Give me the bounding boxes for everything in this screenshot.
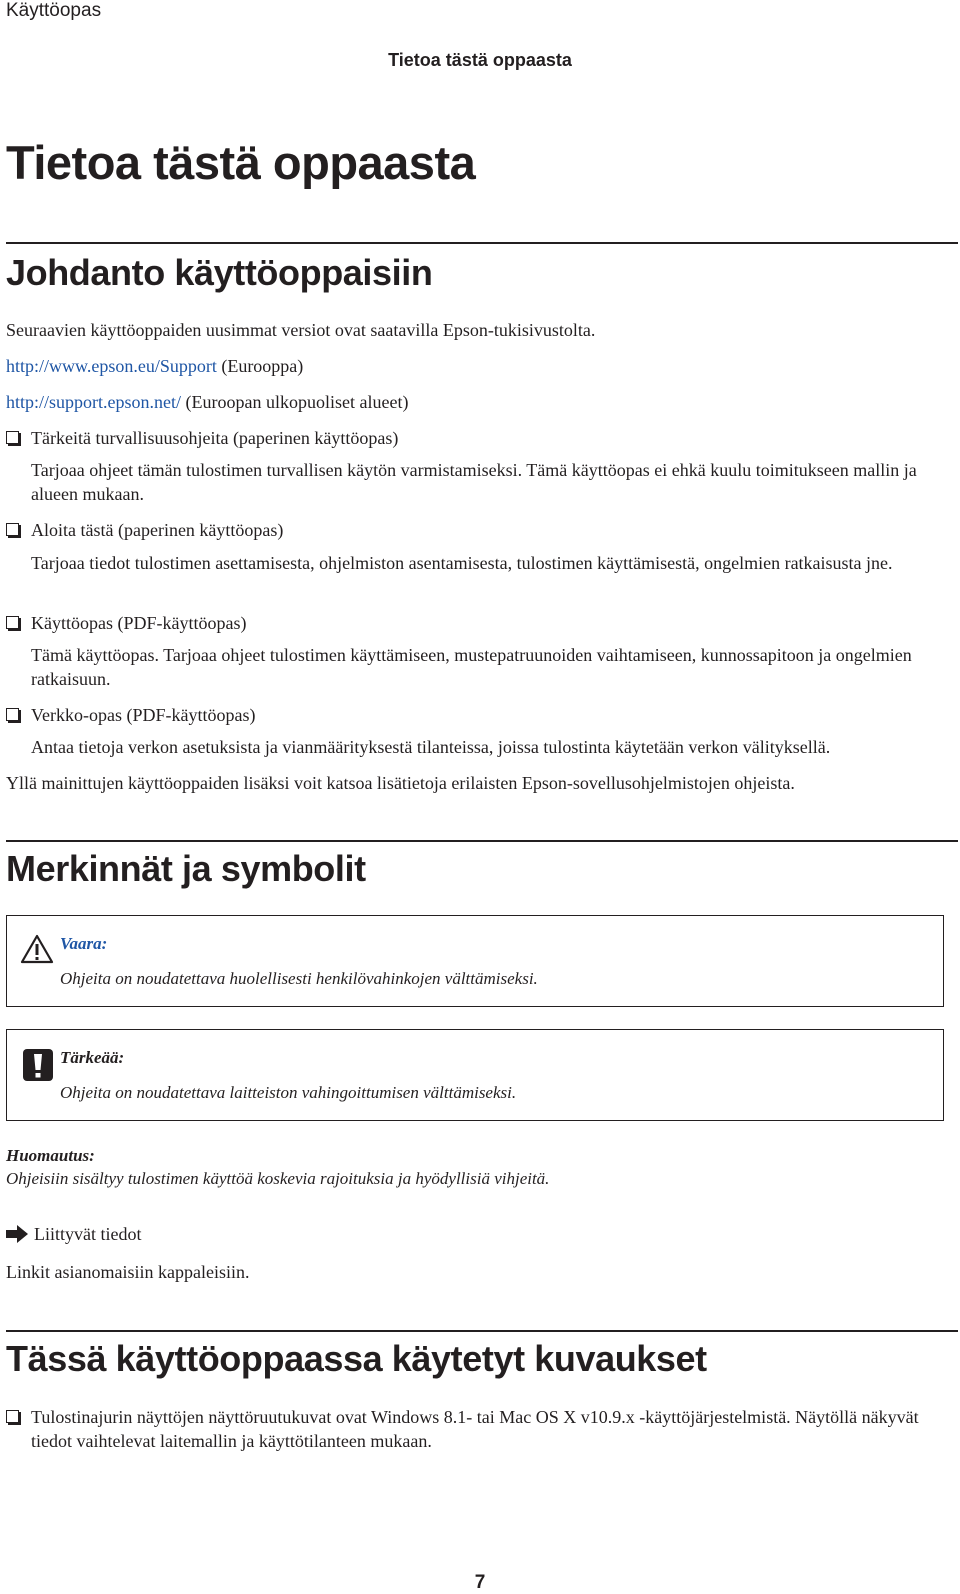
list-item-title: Käyttöopas (PDF-käyttöopas) [31,613,247,633]
section-intro [6,242,958,296]
section-symbols [6,840,958,892]
list-item [6,611,946,635]
warning-label: Vaara: [60,934,108,953]
section-rule [6,840,958,842]
note-text: Ohjeisiin sisältyy tulostimen käyttöä koskevia rajoituksia ja hyödyllisiä vihjeitä. [6,1169,550,1188]
section-heading-illustrations: Tässä käyttöoppaassa käytetyt kuvaukset [6,1338,707,1379]
page-number: 7 [474,1572,486,1593]
list-item [6,518,946,542]
exclamation-icon [23,1049,53,1081]
section-heading-intro: Johdanto käyttöoppaisiin [6,252,433,293]
list-item-title: Aloita tästä (paperinen käyttöopas) [31,520,284,540]
link-row-europe [6,354,946,378]
link-row-outside [6,390,946,414]
link-note-europe: (Eurooppa) [216,356,304,376]
checkbox-bullet-icon [6,708,19,721]
checkbox-bullet-icon [6,523,19,536]
running-header-section: Tietoa tästä oppaasta [388,50,572,70]
intro-lead: Seuraavien käyttöoppaiden uusimmat versiot ovat saatavilla Epson-tukisivustolta. [6,320,596,340]
list-item-description: Tarjoaa ohjeet tämän tulostimen turvallisen käytön varmistamiseksi. Tämä käyttöopas ei ehkä kuulu toimitukseen mallin ja alueen mukaan. [31,460,917,504]
section-rule [6,242,958,244]
checkbox-bullet-icon [6,616,19,629]
list-item-description: Antaa tietoja verkon asetuksista ja vianmäärityksestä tilanteissa, joissa tulostinta käytetään verkon välityksellä. [31,737,831,757]
warning-text: Ohjeita on noudatettava huolellisesti henkilövahinkojen välttämiseksi. [60,969,538,988]
section-heading-symbols: Merkinnät ja symbolit [6,848,366,889]
checkbox-bullet-icon [6,431,19,444]
list-item [6,703,946,727]
related-info-text: Linkit asianomaisiin kappaleisiin. [6,1262,250,1282]
note-label: Huomautus: [6,1146,95,1165]
checkbox-bullet-icon [6,1410,19,1423]
list-item [6,426,946,450]
list-item [6,1405,946,1453]
link-epson-net[interactable]: http://support.epson.net/ [6,392,181,412]
running-header-title: Käyttöopas [6,0,102,21]
arrow-right-icon [6,1225,28,1243]
link-epson-eu[interactable]: http://www.epson.eu/Support [6,356,217,376]
warning-triangle-icon [20,934,54,964]
section-illustrations [6,1330,958,1382]
warning-notice [6,915,944,1007]
intro-closing: Yllä mainittujen käyttöoppaiden lisäksi voit katsoa lisätietoja erilaisten Epson-sovellusohjelmistojen ohjeista. [6,773,795,793]
related-info-label: Liittyvät tiedot [34,1224,142,1244]
list-item-title: Verkko-opas (PDF-käyttöopas) [31,705,256,725]
list-item-description: Tämä käyttöopas. Tarjoaa ohjeet tulostimen käyttämiseen, mustepatruunoiden vaihtamiseen, kunnossapitoon ja ongelmien ratkaisuun. [31,645,912,689]
link-note-outside: (Euroopan ulkopuoliset alueet) [181,392,409,412]
important-text: Ohjeita on noudatettava laitteiston vahingoittumisen välttämiseksi. [60,1083,517,1102]
important-label: Tärkeää: [60,1048,125,1067]
related-info [6,1222,141,1246]
list-item-description: Tarjoaa tiedot tulostimen asettamisesta, ohjelmiston asentamisesta, tulostimen käyttämisestä, ongelmien ratkaisusta jne. [31,553,893,573]
page-title: Tietoa tästä oppaasta [6,136,476,189]
list-item-text: Tulostinajurin näyttöjen näyttöruutukuvat ovat Windows 8.1- tai Mac OS X v10.9.x -käyttöjärjestelmistä. Näytöllä näkyvät tiedot vaihtelevat laitemallin ja käyttötilanteen mukaan. [31,1407,919,1451]
section-rule [6,1330,958,1332]
important-notice [6,1029,944,1121]
list-item-title: Tärkeitä turvallisuusohjeita (paperinen käyttöopas) [31,428,399,448]
